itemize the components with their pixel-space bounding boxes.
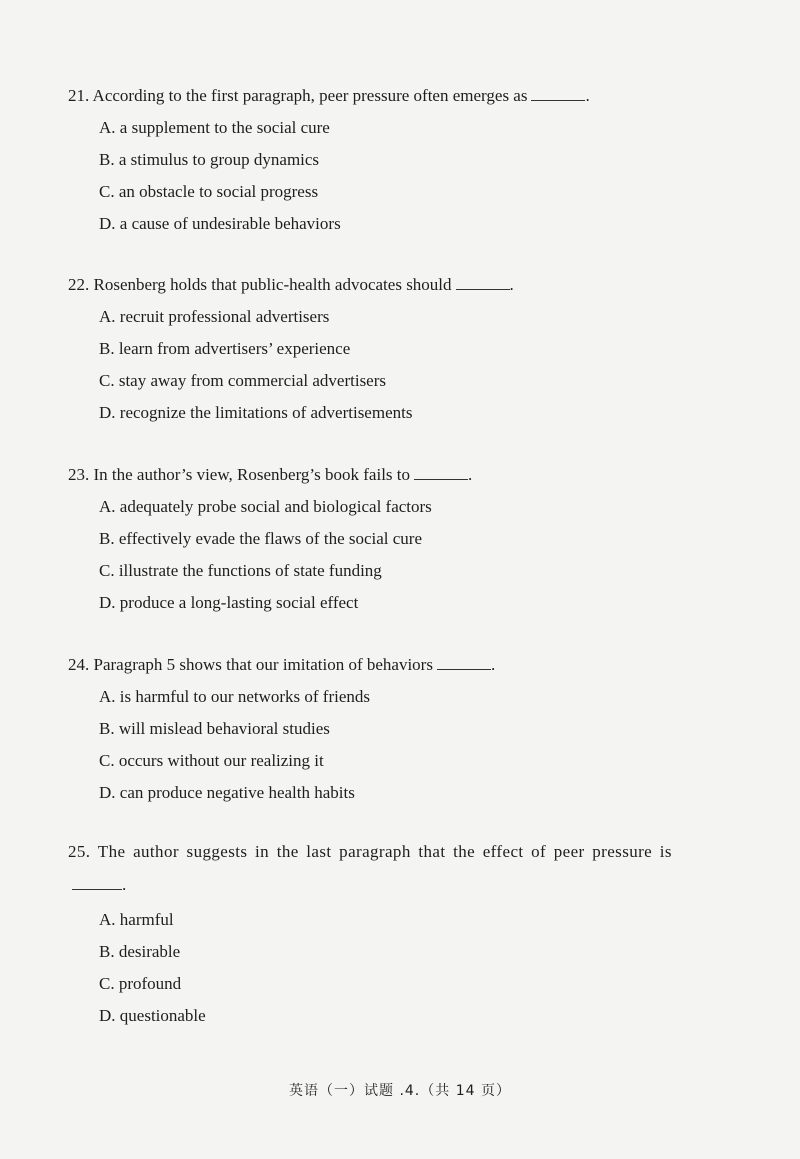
option-a: A. a supplement to the social cure — [99, 118, 330, 137]
question-21 — [68, 85, 728, 235]
question-23 — [68, 464, 728, 614]
option-d: D. recognize the limitations of advertisements — [99, 403, 413, 422]
option-a: A. is harmful to our networks of friends — [99, 687, 371, 706]
question-24 — [68, 654, 728, 804]
page-footer: 英语（一）试题 .4.（共 14 页） — [289, 1083, 511, 1099]
question-22 — [68, 274, 728, 424]
question-stem: 23. In the author’s view, Rosenberg’s book fails to . — [68, 465, 473, 484]
question-stem: 25. The author suggests in the last paragraph that the effect of peer pressure is. — [68, 842, 672, 894]
option-c: C. stay away from commercial advertisers — [99, 371, 387, 390]
option-list — [68, 117, 728, 235]
option-d: D. a cause of undesirable behaviors — [99, 214, 341, 233]
answer-blank — [437, 655, 491, 670]
option-a: A. adequately probe social and biological factors — [99, 497, 432, 516]
option-c: C. an obstacle to social progress — [99, 182, 319, 201]
option-b: B. will mislead behavioral studies — [99, 719, 330, 738]
option-d: D. can produce negative health habits — [99, 783, 355, 802]
answer-blank — [72, 875, 122, 890]
answer-blank — [414, 465, 468, 480]
option-list — [68, 496, 728, 614]
option-c: C. occurs without our realizing it — [99, 751, 324, 770]
option-c: C. profound — [99, 974, 182, 993]
option-list — [68, 909, 703, 1027]
option-list — [68, 306, 728, 424]
question-stem: 21. According to the first paragraph, peer pressure often emerges as . — [68, 86, 590, 105]
answer-blank — [456, 275, 510, 290]
option-b: B. a stimulus to group dynamics — [99, 150, 320, 169]
option-list — [68, 686, 728, 804]
question-stem: 24. Paragraph 5 shows that our imitation of behaviors . — [68, 655, 496, 674]
option-b: B. learn from advertisers’ experience — [99, 339, 351, 358]
option-d: D. questionable — [99, 1006, 206, 1025]
option-b: B. effectively evade the flaws of the social cure — [99, 529, 423, 548]
option-d: D. produce a long-lasting social effect — [99, 593, 359, 612]
option-c: C. illustrate the functions of state funding — [99, 561, 382, 580]
option-a: A. harmful — [99, 910, 174, 929]
option-b: B. desirable — [99, 942, 181, 961]
answer-blank — [531, 86, 585, 101]
question-stem: 22. Rosenberg holds that public-health advocates should . — [68, 275, 514, 294]
option-a: A. recruit professional advertisers — [99, 307, 330, 326]
question-25 — [68, 835, 703, 1027]
